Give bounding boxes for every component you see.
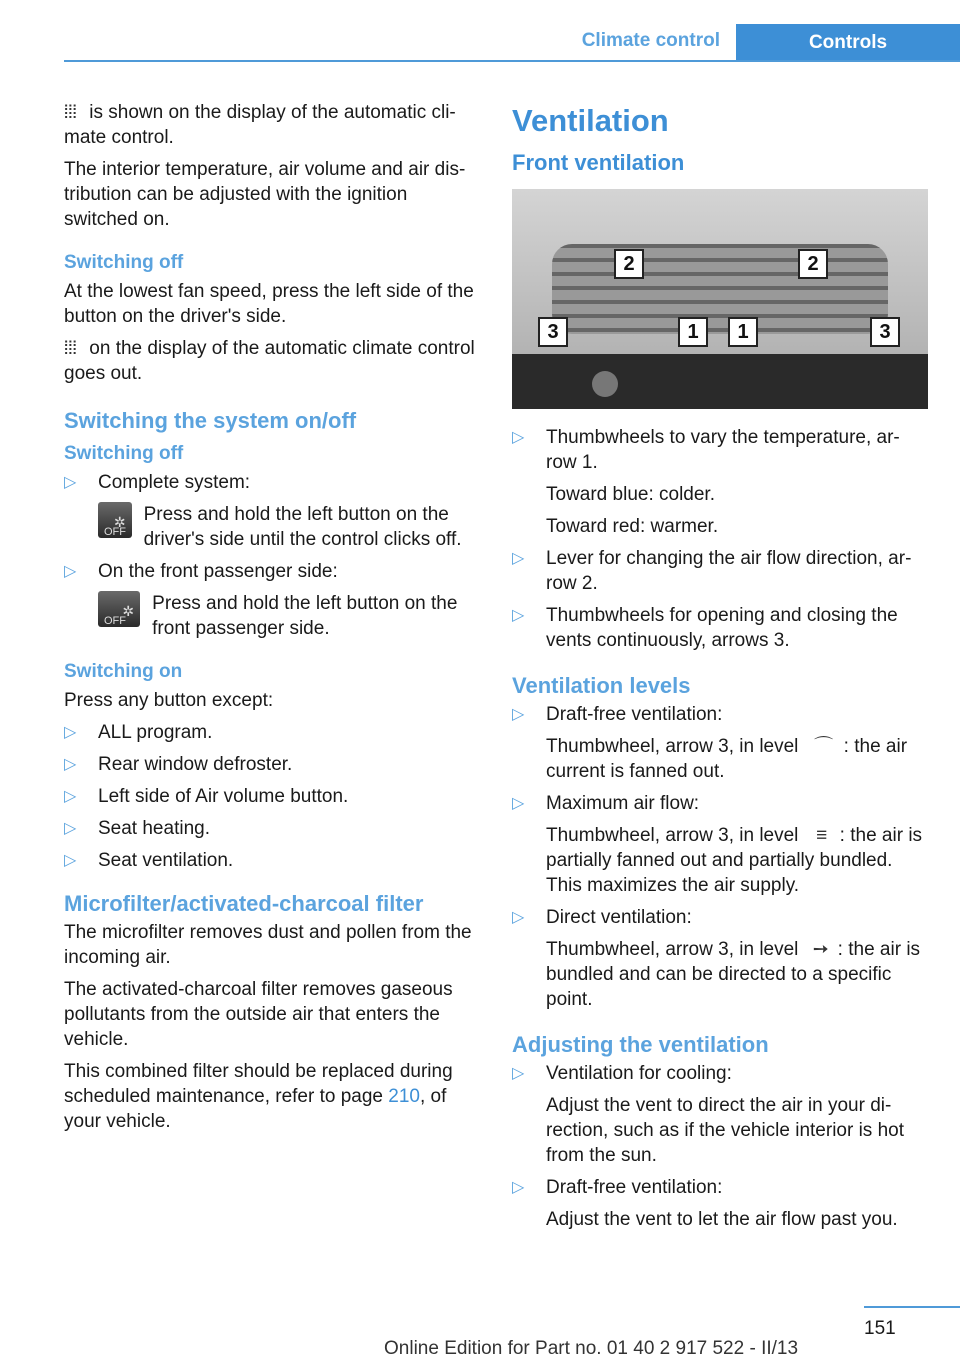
page-link[interactable]: 210 [388, 1086, 420, 1107]
except-list [64, 720, 484, 873]
list-item: ▷ Thumbwheels to vary the temperature, ar-row 1. Toward blue: colder. Toward red: warmer. [512, 427, 900, 537]
paragraph-lowest: At the lowest fan speed, press the left side of the button on the driver's side. [64, 281, 474, 327]
radio-panel [512, 354, 928, 409]
fanned-icon: ⌒ [814, 736, 834, 757]
heading-switching-off-2: Switching off [64, 443, 184, 464]
section-tab[interactable]: Climate control [581, 30, 720, 51]
header-rule [64, 60, 960, 62]
list-item: ▷ Draft-free ventilation: Thumbwheel, arrow 3, in level ⌒ : the air current is fanned out. [512, 704, 908, 782]
list-item: ▷ Maximum air flow: Thumbwheel, arrow 3, in level ≡ : the air is partially fanned out and partially bundled. This maximizes the air supply. [512, 793, 923, 896]
vent-grille [552, 244, 888, 334]
heading-filter: Microfilter/activated-charcoal filter [64, 891, 424, 916]
levels-list [512, 702, 928, 1012]
list-item: ▷ On the front passenger side: OFF ✲ Press and hold the left button on the front passenger side. [64, 561, 458, 639]
heading-levels: Ventilation levels [512, 673, 691, 698]
heading-switching-on: Switching on [64, 661, 183, 682]
off-list [64, 470, 484, 641]
paragraph-adjust: The interior temperature, air volume and air dis-tribution can be adjusted with the ignition switched on. [64, 159, 466, 230]
heading-switching-off: Switching off [64, 252, 184, 273]
edition-text: Online Edition for Part no. 01 40 2 917 522 - II/13 [384, 1338, 799, 1359]
left-column [64, 100, 484, 1141]
page-header [64, 24, 960, 62]
fan-bars-icon: ⦙⦙⦙ [64, 102, 77, 123]
paragraph-replace: This combined filter should be replaced during scheduled maintenance, refer to page 210, of your vehicle. [64, 1061, 453, 1132]
heading-front-ventilation: Front ventilation [512, 150, 685, 175]
off-button-image: OFF ✲ [98, 502, 132, 538]
list-item: ▷ Thumbwheels for opening and closing the vents continuously, arrows 3. [512, 605, 898, 651]
knob [592, 371, 618, 397]
paragraph-goes-out: ⦙⦙⦙ on the display of the automatic climate control goes out. [64, 338, 475, 384]
arrow-label: 2 [798, 249, 828, 279]
fan-bars-icon: ⦙⦙⦙ [64, 338, 77, 359]
page-number: 151 [864, 1318, 896, 1339]
paragraph-microfilter: The microfilter removes dust and pollen from the incoming air. [64, 922, 472, 968]
list-item: ▷ Complete system: OFF ✲ Press and hold the left button on the driver's side until the control clicks off. [64, 472, 462, 550]
list-item: ▷ Seat ventilation. [64, 850, 234, 871]
list-item: ▷ Lever for changing the air flow direction, ar-row 2. [512, 548, 912, 594]
arrow-list [512, 425, 928, 653]
arrow-label: 2 [614, 249, 644, 279]
fan-icon: ✲ [122, 603, 135, 619]
right-column [512, 100, 928, 1239]
list-item: ▷ Seat heating. [64, 818, 210, 839]
fan-icon: ✲ [113, 514, 126, 530]
arrow-label: 3 [538, 317, 568, 347]
paragraph-display: ⦙⦙⦙ is shown on the display of the automatic cli-mate control. [64, 102, 456, 148]
footer-rule [864, 1306, 960, 1308]
list-item: ▷ Rear window defroster. [64, 754, 293, 775]
direct-arrow-icon: ➙ [812, 939, 829, 960]
list-item: ▷ Draft-free ventilation: Adjust the vent to let the air flow past you. [512, 1177, 898, 1230]
list-item: ▷ Direct ventilation: Thumbwheel, arrow 3, in level ➙ : the air is bundled and can be directed to a specific point. [512, 907, 921, 1010]
arrow-label: 1 [678, 317, 708, 347]
list-item: ▷ Ventilation for cooling: Adjust the vent to direct the air in your di-rection, such as if the vehicle interior is hot from the sun. [512, 1063, 905, 1166]
arrow-label: 3 [870, 317, 900, 347]
heading-adjusting: Adjusting the ventilation [512, 1032, 769, 1057]
list-item: ▷ ALL program. [64, 722, 213, 743]
off-button-image: OFF ✲ [98, 591, 140, 627]
list-item: ▷ Left side of Air volume button. [64, 786, 349, 807]
heading-ventilation: Ventilation [512, 103, 669, 138]
paragraph-press-any: Press any button except: [64, 690, 274, 711]
adjust-list [512, 1061, 928, 1232]
chapter-tab[interactable]: Controls [736, 24, 960, 62]
vent-photo [512, 189, 928, 409]
paragraph-charcoal: The activated-charcoal filter removes gaseous pollutants from the outside air that enters the vehicle. [64, 979, 453, 1050]
bundled-fanned-icon: ≡ [816, 825, 828, 846]
arrow-label: 1 [728, 317, 758, 347]
heading-system-on-off: Switching the system on/off [64, 408, 357, 433]
